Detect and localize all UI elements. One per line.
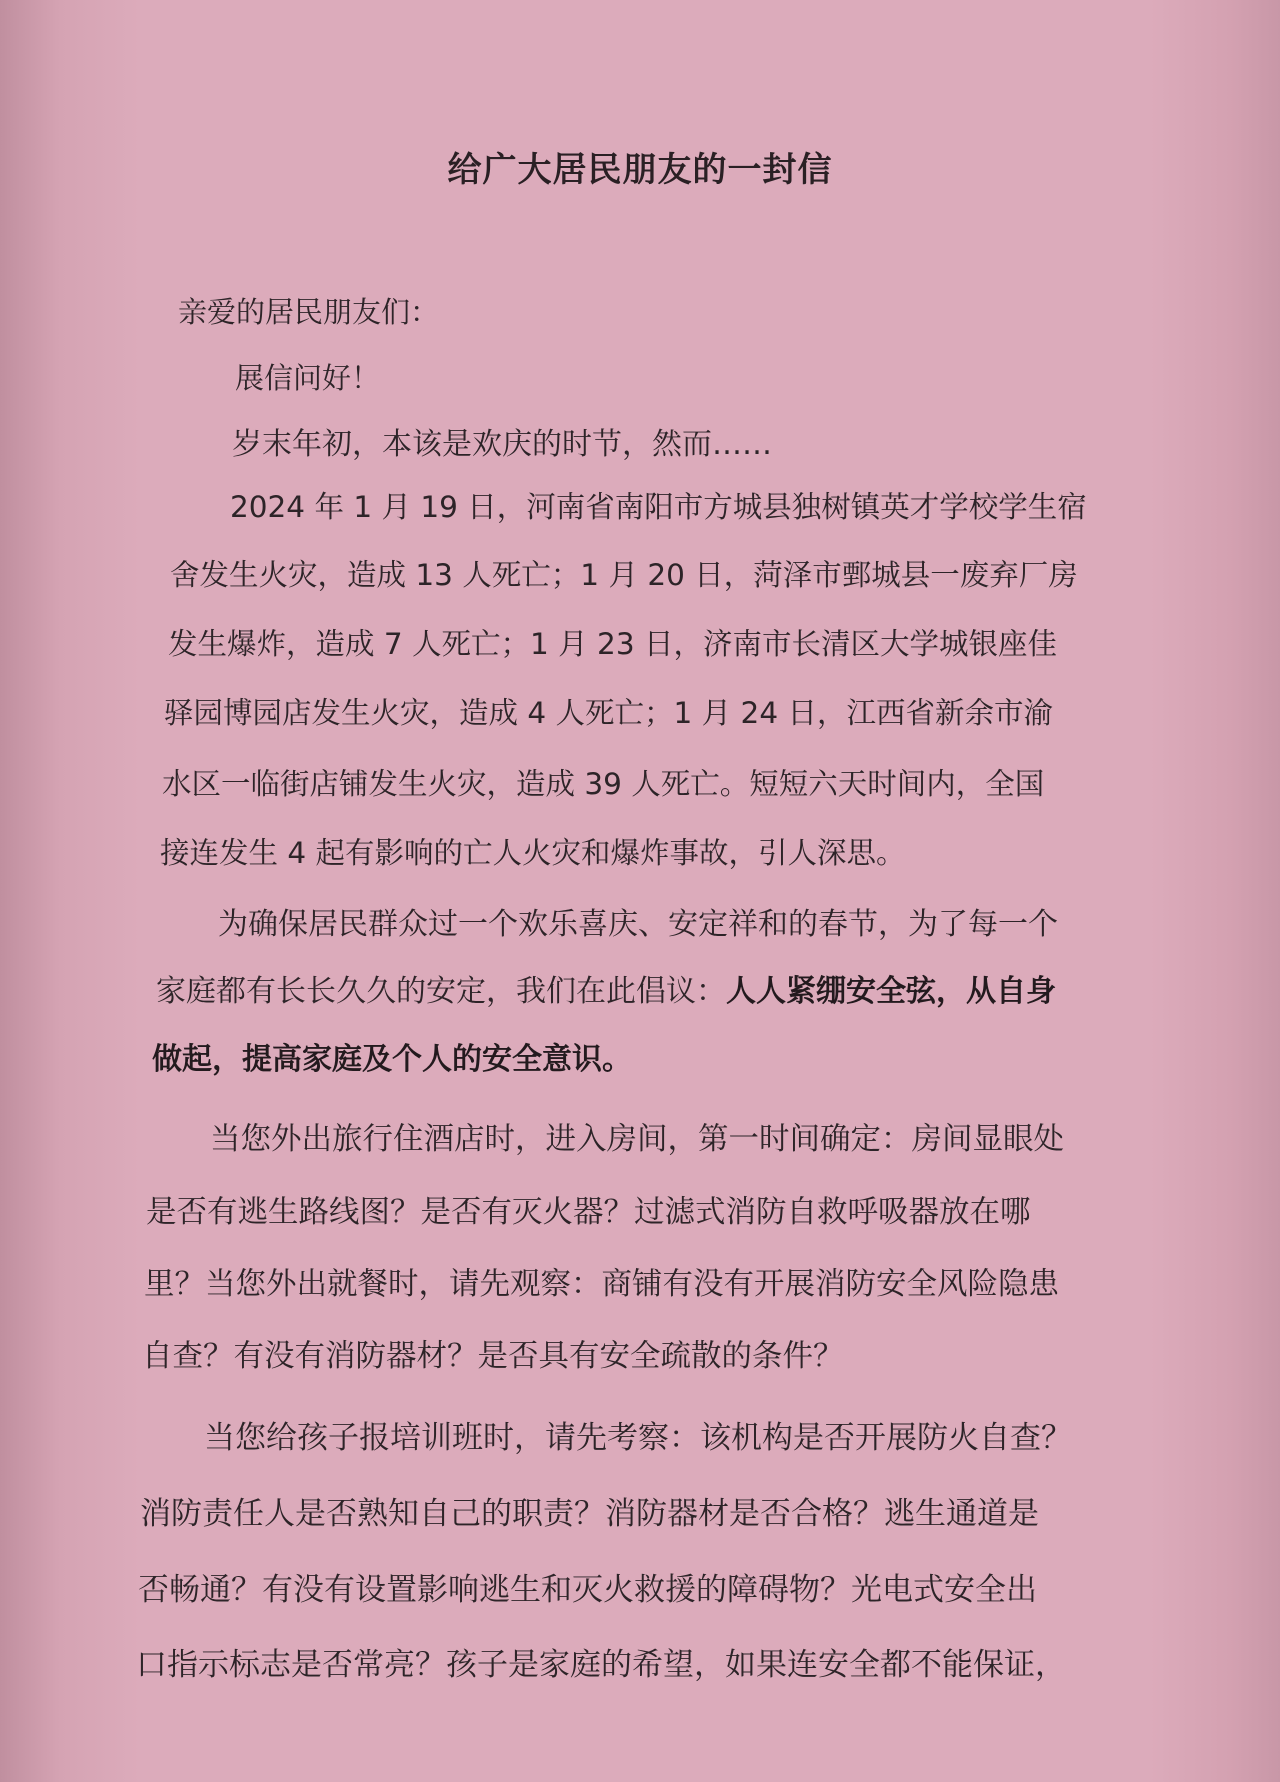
greeting: 展信问好！ <box>235 361 381 395</box>
salutation: 亲爱的居民朋友们： <box>178 295 440 329</box>
paragraph-3-emphasis: 人人紧绷安全弦，从自身 <box>726 974 1056 1009</box>
paragraph-3-line: 为确保居民群众过一个欢乐喜庆、安定祥和的春节，为了每一个 <box>218 907 1058 942</box>
paragraph-2-line: 舍发生火灾，造成 13 人死亡；1 月 20 日，菏泽市鄄城县一废弃厂房 <box>170 558 1078 592</box>
paragraph-3-text: 家庭都有长长久久的安定，我们在此倡议： <box>156 974 726 1009</box>
paragraph-5-line: 否畅通？有没有设置影响逃生和灭火救援的障碍物？光电式安全出 <box>138 1572 1037 1608</box>
paragraph-4-line: 是否有逃生路线图？是否有灭火器？过滤式消防自救呼吸器放在哪 <box>146 1195 1031 1230</box>
letter-title: 给广大居民朋友的一封信 <box>447 150 833 190</box>
paragraph-3-emphasis: 做起，提高家庭及个人的安全意识。 <box>152 1042 632 1077</box>
paragraph-5-line: 口指示标志是否常亮？孩子是家庭的希望，如果连安全都不能保证， <box>136 1647 1066 1683</box>
paragraph-2-line: 发生爆炸，造成 7 人死亡；1 月 23 日，济南市长清区大学城银座佳 <box>168 627 1057 661</box>
paragraph-4-line: 自查？有没有消防器材？是否具有安全疏散的条件？ <box>142 1339 844 1374</box>
paragraph-2-line: 驿园博园店发生火灾，造成 4 人死亡；1 月 24 日，江西省新余市渝 <box>164 696 1053 730</box>
paragraph-5-line: 当您给孩子报培训班时，请先考察：该机构是否开展防火自查？ <box>204 1420 1072 1456</box>
paragraph-2-line: 水区一临街店铺发生火灾，造成 39 人死亡。短短六天时间内，全国 <box>162 767 1045 801</box>
paragraph-2-line: 接连发生 4 起有影响的亡人火灾和爆炸事故，引人深思。 <box>160 836 906 870</box>
paragraph-3-line <box>156 972 1056 1012</box>
paragraph-4-line: 里？当您外出就餐时，请先观察：商铺有没有开展消防安全风险隐患 <box>144 1267 1059 1302</box>
paragraph-5-line: 消防责任人是否熟知自己的职责？消防器材是否合格？逃生通道是 <box>140 1496 1039 1532</box>
paragraph-1: 岁末年初，本该是欢庆的时节，然而…… <box>232 427 772 462</box>
paragraph-4-line: 当您外出旅行住酒店时，进入房间，第一时间确定：房间显眼处 <box>210 1122 1064 1157</box>
paragraph-2-line: 2024 年 1 月 19 日，河南省南阳市方城县独树镇英才学校学生宿 <box>230 490 1087 524</box>
